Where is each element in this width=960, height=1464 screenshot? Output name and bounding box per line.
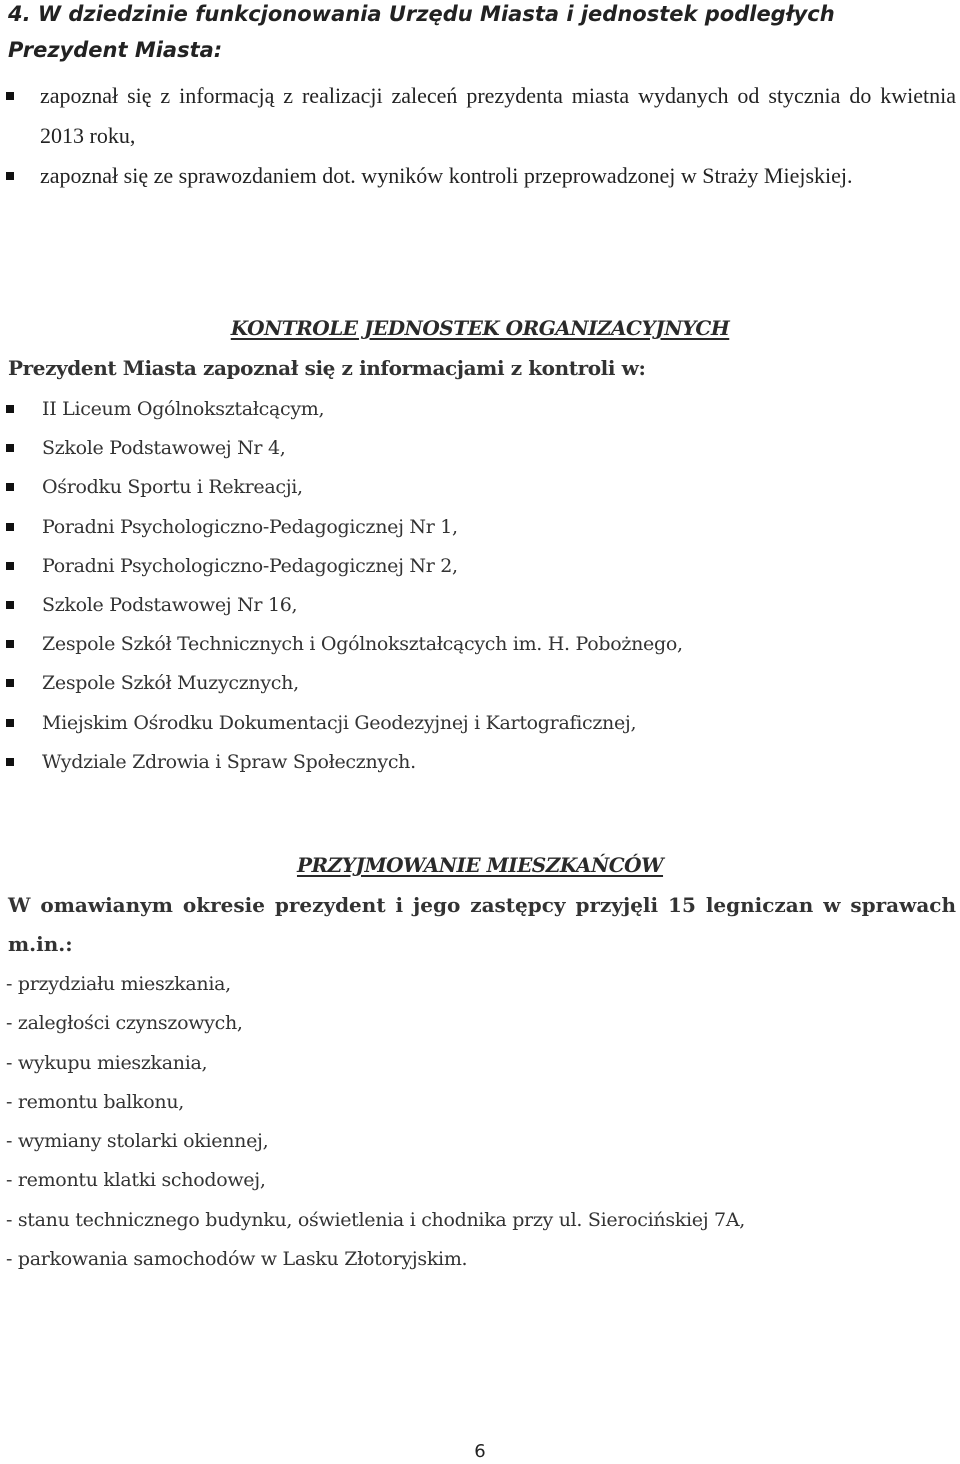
square-bullet-icon xyxy=(6,601,14,609)
list-item: - przydziału mieszkania, xyxy=(6,973,231,995)
kontrole-lead: Prezydent Miasta zapoznał się z informacjami z kontroli w: xyxy=(8,356,646,380)
list-item-text: Poradni Psychologiczno-Pedagogicznej Nr 1, xyxy=(42,515,458,538)
list-item xyxy=(0,390,683,429)
square-bullet-icon xyxy=(6,172,14,180)
list-item xyxy=(0,156,960,196)
page-number: 6 xyxy=(474,1441,486,1462)
list-item-text: zapoznał się z informacją z realizacji zaleceń prezydenta miasta wydanych od stycznia do kwietnia 2013 roku, xyxy=(40,83,956,148)
kontrole-title: KONTROLE JEDNOSTEK ORGANIZACYJNYCH xyxy=(230,316,730,340)
kontrole-list xyxy=(0,390,683,782)
list-item-text: zapoznał się ze sprawozdaniem dot. wyników kontroli przeprowadzonej w Straży Miejskiej. xyxy=(40,163,853,188)
list-item: - wymiany stolarki okiennej, xyxy=(6,1130,269,1153)
square-bullet-icon xyxy=(6,444,14,452)
list-item-text: Szkole Podstawowej Nr 4, xyxy=(42,437,286,460)
square-bullet-icon xyxy=(6,483,14,491)
decisions-list xyxy=(0,76,960,196)
list-item-text: Ośrodku Sportu i Rekreacji, xyxy=(42,476,303,499)
list-item-text: II Liceum Ogólnokształcącym, xyxy=(42,398,325,420)
square-bullet-icon xyxy=(6,719,14,727)
section-subheading: Prezydent Miasta: xyxy=(8,38,223,62)
list-item: - zaległości czynszowych, xyxy=(6,1012,243,1035)
list-item xyxy=(0,508,683,547)
square-bullet-icon xyxy=(6,92,14,100)
list-item xyxy=(0,664,683,703)
list-item xyxy=(0,547,683,586)
list-item: - remontu balkonu, xyxy=(6,1090,185,1113)
list-item xyxy=(0,429,683,468)
przyjmowanie-lead: W omawianym okresie prezydent i jego zastępcy przyjęli 15 legniczan w sprawach m.in.: xyxy=(8,893,956,956)
list-item: - parkowania samochodów w Lasku Złotoryjskim. xyxy=(6,1248,468,1271)
list-item xyxy=(0,586,683,625)
list-item-text: Poradni Psychologiczno-Pedagogicznej Nr 2, xyxy=(42,554,458,577)
list-item-text: Wydziale Zdrowia i Spraw Społecznych. xyxy=(42,750,416,773)
list-item-text: Zespole Szkół Technicznych i Ogólnokształcących im. H. Pobożnego, xyxy=(42,633,683,656)
list-item xyxy=(0,625,683,664)
list-item: - wykupu mieszkania, xyxy=(6,1051,208,1074)
list-item-text: Miejskim Ośrodku Dokumentacji Geodezyjnej i Kartograficznej, xyxy=(42,711,637,734)
section-heading: 4. W dziedzinie funkcjonowania Urzędu Miasta i jednostek podległych xyxy=(8,2,835,26)
list-item-text: Szkole Podstawowej Nr 16, xyxy=(42,593,298,616)
list-item-text: Zespole Szkół Muzycznych, xyxy=(42,672,299,695)
square-bullet-icon xyxy=(6,405,14,413)
square-bullet-icon xyxy=(6,758,14,766)
list-item: - remontu klatki schodowej, xyxy=(6,1169,266,1192)
square-bullet-icon xyxy=(6,523,14,531)
list-item xyxy=(0,76,960,156)
square-bullet-icon xyxy=(6,640,14,648)
list-item: - stanu technicznego budynku, oświetlenia i chodnika przy ul. Sierocińskiej 7A, xyxy=(6,1208,745,1231)
przyjmowanie-list xyxy=(0,965,745,1279)
square-bullet-icon xyxy=(6,562,14,570)
przyjmowanie-title: PRZYJMOWANIE MIESZKAŃCÓW xyxy=(296,853,664,877)
list-item xyxy=(0,704,683,743)
list-item xyxy=(0,468,683,507)
square-bullet-icon xyxy=(6,679,14,687)
list-item xyxy=(0,743,683,782)
